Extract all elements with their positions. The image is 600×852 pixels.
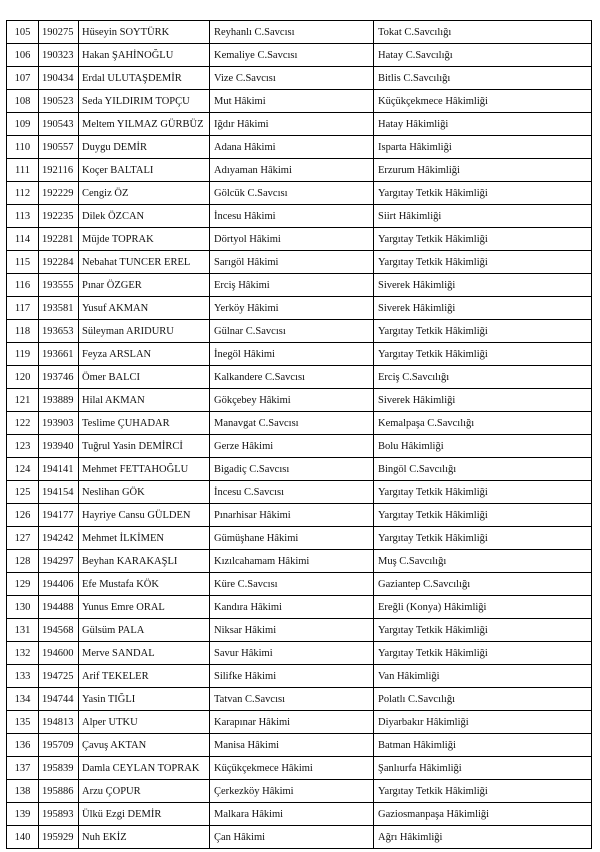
new-post-cell: Polatlı C.Savcılığı (374, 688, 592, 711)
person-name-cell: Koçer BALTALI (79, 159, 210, 182)
person-name-cell: Duygu DEMİR (79, 136, 210, 159)
person-name-cell: Hüseyin SOYTÜRK (79, 21, 210, 44)
table-row (7, 803, 592, 826)
new-post-cell: Van Hâkimliği (374, 665, 592, 688)
table-row (7, 734, 592, 757)
table-row (7, 780, 592, 803)
current-post-cell: Tatvan C.Savcısı (210, 688, 374, 711)
current-post-cell: Iğdır Hâkimi (210, 113, 374, 136)
current-post-cell: İncesu Hâkimi (210, 205, 374, 228)
new-post-cell: Yargıtay Tetkik Hâkimliği (374, 343, 592, 366)
row-number-cell: 121 (7, 389, 39, 412)
person-name-cell: Gülsüm PALA (79, 619, 210, 642)
table-row (7, 251, 592, 274)
row-number-cell: 130 (7, 596, 39, 619)
registry-number-cell: 195893 (39, 803, 79, 826)
row-number-cell: 125 (7, 481, 39, 504)
table-row (7, 412, 592, 435)
registry-number-cell: 195839 (39, 757, 79, 780)
new-post-cell: Erzurum Hâkimliği (374, 159, 592, 182)
person-name-cell: Damla CEYLAN TOPRAK (79, 757, 210, 780)
registry-number-cell: 194406 (39, 573, 79, 596)
current-post-cell: Gümüşhane Hâkimi (210, 527, 374, 550)
row-number-cell: 109 (7, 113, 39, 136)
table-row (7, 619, 592, 642)
registry-number-cell: 190543 (39, 113, 79, 136)
row-number-cell: 119 (7, 343, 39, 366)
table-row (7, 67, 592, 90)
row-number-cell: 134 (7, 688, 39, 711)
current-post-cell: Silifke Hâkimi (210, 665, 374, 688)
current-post-cell: Çerkezköy Hâkimi (210, 780, 374, 803)
registry-number-cell: 190275 (39, 21, 79, 44)
table-row (7, 458, 592, 481)
current-post-cell: Pınarhisar Hâkimi (210, 504, 374, 527)
new-post-cell: Gaziantep C.Savcılığı (374, 573, 592, 596)
table-row (7, 389, 592, 412)
registry-number-cell: 195929 (39, 826, 79, 849)
new-post-cell: Yargıtay Tetkik Hâkimliği (374, 504, 592, 527)
table-row (7, 44, 592, 67)
current-post-cell: Kemaliye C.Savcısı (210, 44, 374, 67)
person-name-cell: Pınar ÖZGER (79, 274, 210, 297)
registry-number-cell: 194242 (39, 527, 79, 550)
table-row (7, 757, 592, 780)
person-name-cell: Merve SANDAL (79, 642, 210, 665)
current-post-cell: Gülnar C.Savcısı (210, 320, 374, 343)
new-post-cell: Batman Hâkimliği (374, 734, 592, 757)
row-number-cell: 129 (7, 573, 39, 596)
table-row (7, 826, 592, 849)
table-row (7, 596, 592, 619)
row-number-cell: 113 (7, 205, 39, 228)
person-name-cell: Seda YILDIRIM TOPÇU (79, 90, 210, 113)
new-post-cell: Ağrı Hâkimliği (374, 826, 592, 849)
registry-number-cell: 190557 (39, 136, 79, 159)
table-row (7, 205, 592, 228)
new-post-cell: Bolu Hâkimliği (374, 435, 592, 458)
registry-number-cell: 193903 (39, 412, 79, 435)
new-post-cell: Yargıtay Tetkik Hâkimliği (374, 182, 592, 205)
row-number-cell: 105 (7, 21, 39, 44)
new-post-cell: Şanlıurfa Hâkimliği (374, 757, 592, 780)
registry-number-cell: 194488 (39, 596, 79, 619)
table-row (7, 228, 592, 251)
new-post-cell: Bingöl C.Savcılığı (374, 458, 592, 481)
person-name-cell: Cengiz ÖZ (79, 182, 210, 205)
table-row (7, 320, 592, 343)
new-post-cell: Yargıtay Tetkik Hâkimliği (374, 251, 592, 274)
table-row (7, 136, 592, 159)
new-post-cell: Yargıtay Tetkik Hâkimliği (374, 228, 592, 251)
person-name-cell: Hilal AKMAN (79, 389, 210, 412)
registry-number-cell: 190323 (39, 44, 79, 67)
row-number-cell: 135 (7, 711, 39, 734)
row-number-cell: 117 (7, 297, 39, 320)
new-post-cell: Yargıtay Tetkik Hâkimliği (374, 619, 592, 642)
new-post-cell: Ereğli (Konya) Hâkimliği (374, 596, 592, 619)
registry-number-cell: 190523 (39, 90, 79, 113)
table-row (7, 366, 592, 389)
row-number-cell: 133 (7, 665, 39, 688)
row-number-cell: 137 (7, 757, 39, 780)
registry-number-cell: 192235 (39, 205, 79, 228)
person-name-cell: Efe Mustafa KÖK (79, 573, 210, 596)
current-post-cell: Dörtyol Hâkimi (210, 228, 374, 251)
table-row (7, 527, 592, 550)
registry-number-cell: 193555 (39, 274, 79, 297)
row-number-cell: 110 (7, 136, 39, 159)
registry-number-cell: 192284 (39, 251, 79, 274)
row-number-cell: 112 (7, 182, 39, 205)
row-number-cell: 123 (7, 435, 39, 458)
current-post-cell: Adana Hâkimi (210, 136, 374, 159)
registry-number-cell: 194568 (39, 619, 79, 642)
registry-number-cell: 194297 (39, 550, 79, 573)
registry-number-cell: 193889 (39, 389, 79, 412)
person-name-cell: Nebahat TUNCER EREL (79, 251, 210, 274)
person-name-cell: Mehmet İLKİMEN (79, 527, 210, 550)
new-post-cell: Yargıtay Tetkik Hâkimliği (374, 481, 592, 504)
table-row (7, 90, 592, 113)
registry-number-cell: 192281 (39, 228, 79, 251)
row-number-cell: 122 (7, 412, 39, 435)
table-row (7, 665, 592, 688)
registry-number-cell: 194154 (39, 481, 79, 504)
registry-number-cell: 193661 (39, 343, 79, 366)
new-post-cell: Kemalpaşa C.Savcılığı (374, 412, 592, 435)
person-name-cell: Beyhan KARAKAŞLI (79, 550, 210, 573)
row-number-cell: 114 (7, 228, 39, 251)
row-number-cell: 131 (7, 619, 39, 642)
row-number-cell: 108 (7, 90, 39, 113)
table-row (7, 297, 592, 320)
new-post-cell: Küçükçekmece Hâkimliği (374, 90, 592, 113)
current-post-cell: Manavgat C.Savcısı (210, 412, 374, 435)
registry-number-cell: 194141 (39, 458, 79, 481)
new-post-cell: Hatay Hâkimliği (374, 113, 592, 136)
table-row (7, 21, 592, 44)
person-name-cell: Arif TEKELER (79, 665, 210, 688)
row-number-cell: 107 (7, 67, 39, 90)
person-name-cell: Dilek ÖZCAN (79, 205, 210, 228)
new-post-cell: Yargıtay Tetkik Hâkimliği (374, 642, 592, 665)
table-row (7, 182, 592, 205)
person-name-cell: Hakan ŞAHİNOĞLU (79, 44, 210, 67)
row-number-cell: 124 (7, 458, 39, 481)
row-number-cell: 139 (7, 803, 39, 826)
registry-number-cell: 194177 (39, 504, 79, 527)
registry-number-cell: 195886 (39, 780, 79, 803)
new-post-cell: Siirt Hâkimliği (374, 205, 592, 228)
registry-number-cell: 194725 (39, 665, 79, 688)
new-post-cell: Yargıtay Tetkik Hâkimliği (374, 320, 592, 343)
new-post-cell: Tokat C.Savcılığı (374, 21, 592, 44)
new-post-cell: Gaziosmanpaşa Hâkimliği (374, 803, 592, 826)
current-post-cell: Erciş Hâkimi (210, 274, 374, 297)
table-row (7, 435, 592, 458)
new-post-cell: Hatay C.Savcılığı (374, 44, 592, 67)
current-post-cell: Niksar Hâkimi (210, 619, 374, 642)
current-post-cell: Küre C.Savcısı (210, 573, 374, 596)
person-name-cell: Alper UTKU (79, 711, 210, 734)
current-post-cell: Kalkandere C.Savcısı (210, 366, 374, 389)
current-post-cell: Gökçebey Hâkimi (210, 389, 374, 412)
row-number-cell: 111 (7, 159, 39, 182)
new-post-cell: Siverek Hâkimliği (374, 274, 592, 297)
table-row (7, 711, 592, 734)
current-post-cell: Kandıra Hâkimi (210, 596, 374, 619)
table-row (7, 573, 592, 596)
registry-number-cell: 195709 (39, 734, 79, 757)
current-post-cell: Sarıgöl Hâkimi (210, 251, 374, 274)
new-post-cell: Siverek Hâkimliği (374, 297, 592, 320)
row-number-cell: 116 (7, 274, 39, 297)
person-name-cell: Mehmet FETTAHOĞLU (79, 458, 210, 481)
registry-number-cell: 192229 (39, 182, 79, 205)
registry-number-cell: 193746 (39, 366, 79, 389)
table-row (7, 481, 592, 504)
person-name-cell: Tuğrul Yasin DEMİRCİ (79, 435, 210, 458)
registry-number-cell: 190434 (39, 67, 79, 90)
assignment-table (6, 20, 592, 849)
row-number-cell: 106 (7, 44, 39, 67)
new-post-cell: Muş C.Savcılığı (374, 550, 592, 573)
current-post-cell: Karapınar Hâkimi (210, 711, 374, 734)
person-name-cell: Ülkü Ezgi DEMİR (79, 803, 210, 826)
table-row (7, 274, 592, 297)
current-post-cell: Bigadiç C.Savcısı (210, 458, 374, 481)
person-name-cell: Meltem YILMAZ GÜRBÜZ (79, 113, 210, 136)
table-row (7, 550, 592, 573)
current-post-cell: Reyhanlı C.Savcısı (210, 21, 374, 44)
current-post-cell: Kızılcahamam Hâkimi (210, 550, 374, 573)
person-name-cell: Teslime ÇUHADAR (79, 412, 210, 435)
registry-number-cell: 193653 (39, 320, 79, 343)
registry-number-cell: 193940 (39, 435, 79, 458)
row-number-cell: 128 (7, 550, 39, 573)
current-post-cell: Adıyaman Hâkimi (210, 159, 374, 182)
new-post-cell: Bitlis C.Savcılığı (374, 67, 592, 90)
current-post-cell: Malkara Hâkimi (210, 803, 374, 826)
person-name-cell: Ömer BALCI (79, 366, 210, 389)
table-row (7, 642, 592, 665)
current-post-cell: Gölcük C.Savcısı (210, 182, 374, 205)
person-name-cell: Yusuf AKMAN (79, 297, 210, 320)
new-post-cell: Diyarbakır Hâkimliği (374, 711, 592, 734)
person-name-cell: Neslihan GÖK (79, 481, 210, 504)
row-number-cell: 118 (7, 320, 39, 343)
table-row (7, 113, 592, 136)
new-post-cell: Siverek Hâkimliği (374, 389, 592, 412)
registry-number-cell: 193581 (39, 297, 79, 320)
current-post-cell: Mut Hâkimi (210, 90, 374, 113)
new-post-cell: Isparta Hâkimliği (374, 136, 592, 159)
row-number-cell: 138 (7, 780, 39, 803)
registry-number-cell: 194600 (39, 642, 79, 665)
row-number-cell: 120 (7, 366, 39, 389)
person-name-cell: Yasin TIĞLI (79, 688, 210, 711)
row-number-cell: 126 (7, 504, 39, 527)
person-name-cell: Müjde TOPRAK (79, 228, 210, 251)
row-number-cell: 140 (7, 826, 39, 849)
table-row (7, 159, 592, 182)
person-name-cell: Çavuş AKTAN (79, 734, 210, 757)
new-post-cell: Yargıtay Tetkik Hâkimliği (374, 527, 592, 550)
row-number-cell: 132 (7, 642, 39, 665)
row-number-cell: 127 (7, 527, 39, 550)
person-name-cell: Feyza ARSLAN (79, 343, 210, 366)
person-name-cell: Hayriye Cansu GÜLDEN (79, 504, 210, 527)
person-name-cell: Arzu ÇOPUR (79, 780, 210, 803)
person-name-cell: Erdal ULUTAŞDEMİR (79, 67, 210, 90)
row-number-cell: 115 (7, 251, 39, 274)
registry-number-cell: 194813 (39, 711, 79, 734)
registry-number-cell: 192116 (39, 159, 79, 182)
person-name-cell: Yunus Emre ORAL (79, 596, 210, 619)
current-post-cell: Vize C.Savcısı (210, 67, 374, 90)
table-row (7, 504, 592, 527)
current-post-cell: Çan Hâkimi (210, 826, 374, 849)
new-post-cell: Erciş C.Savcılığı (374, 366, 592, 389)
person-name-cell: Nuh EKİZ (79, 826, 210, 849)
new-post-cell: Yargıtay Tetkik Hâkimliği (374, 780, 592, 803)
current-post-cell: Manisa Hâkimi (210, 734, 374, 757)
table-body (7, 21, 592, 849)
current-post-cell: Gerze Hâkimi (210, 435, 374, 458)
row-number-cell: 136 (7, 734, 39, 757)
table-row (7, 343, 592, 366)
current-post-cell: İncesu C.Savcısı (210, 481, 374, 504)
table-row (7, 688, 592, 711)
current-post-cell: Yerköy Hâkimi (210, 297, 374, 320)
current-post-cell: İnegöl Hâkimi (210, 343, 374, 366)
current-post-cell: Küçükçekmece Hâkimi (210, 757, 374, 780)
person-name-cell: Süleyman ARIDURU (79, 320, 210, 343)
current-post-cell: Savur Hâkimi (210, 642, 374, 665)
registry-number-cell: 194744 (39, 688, 79, 711)
